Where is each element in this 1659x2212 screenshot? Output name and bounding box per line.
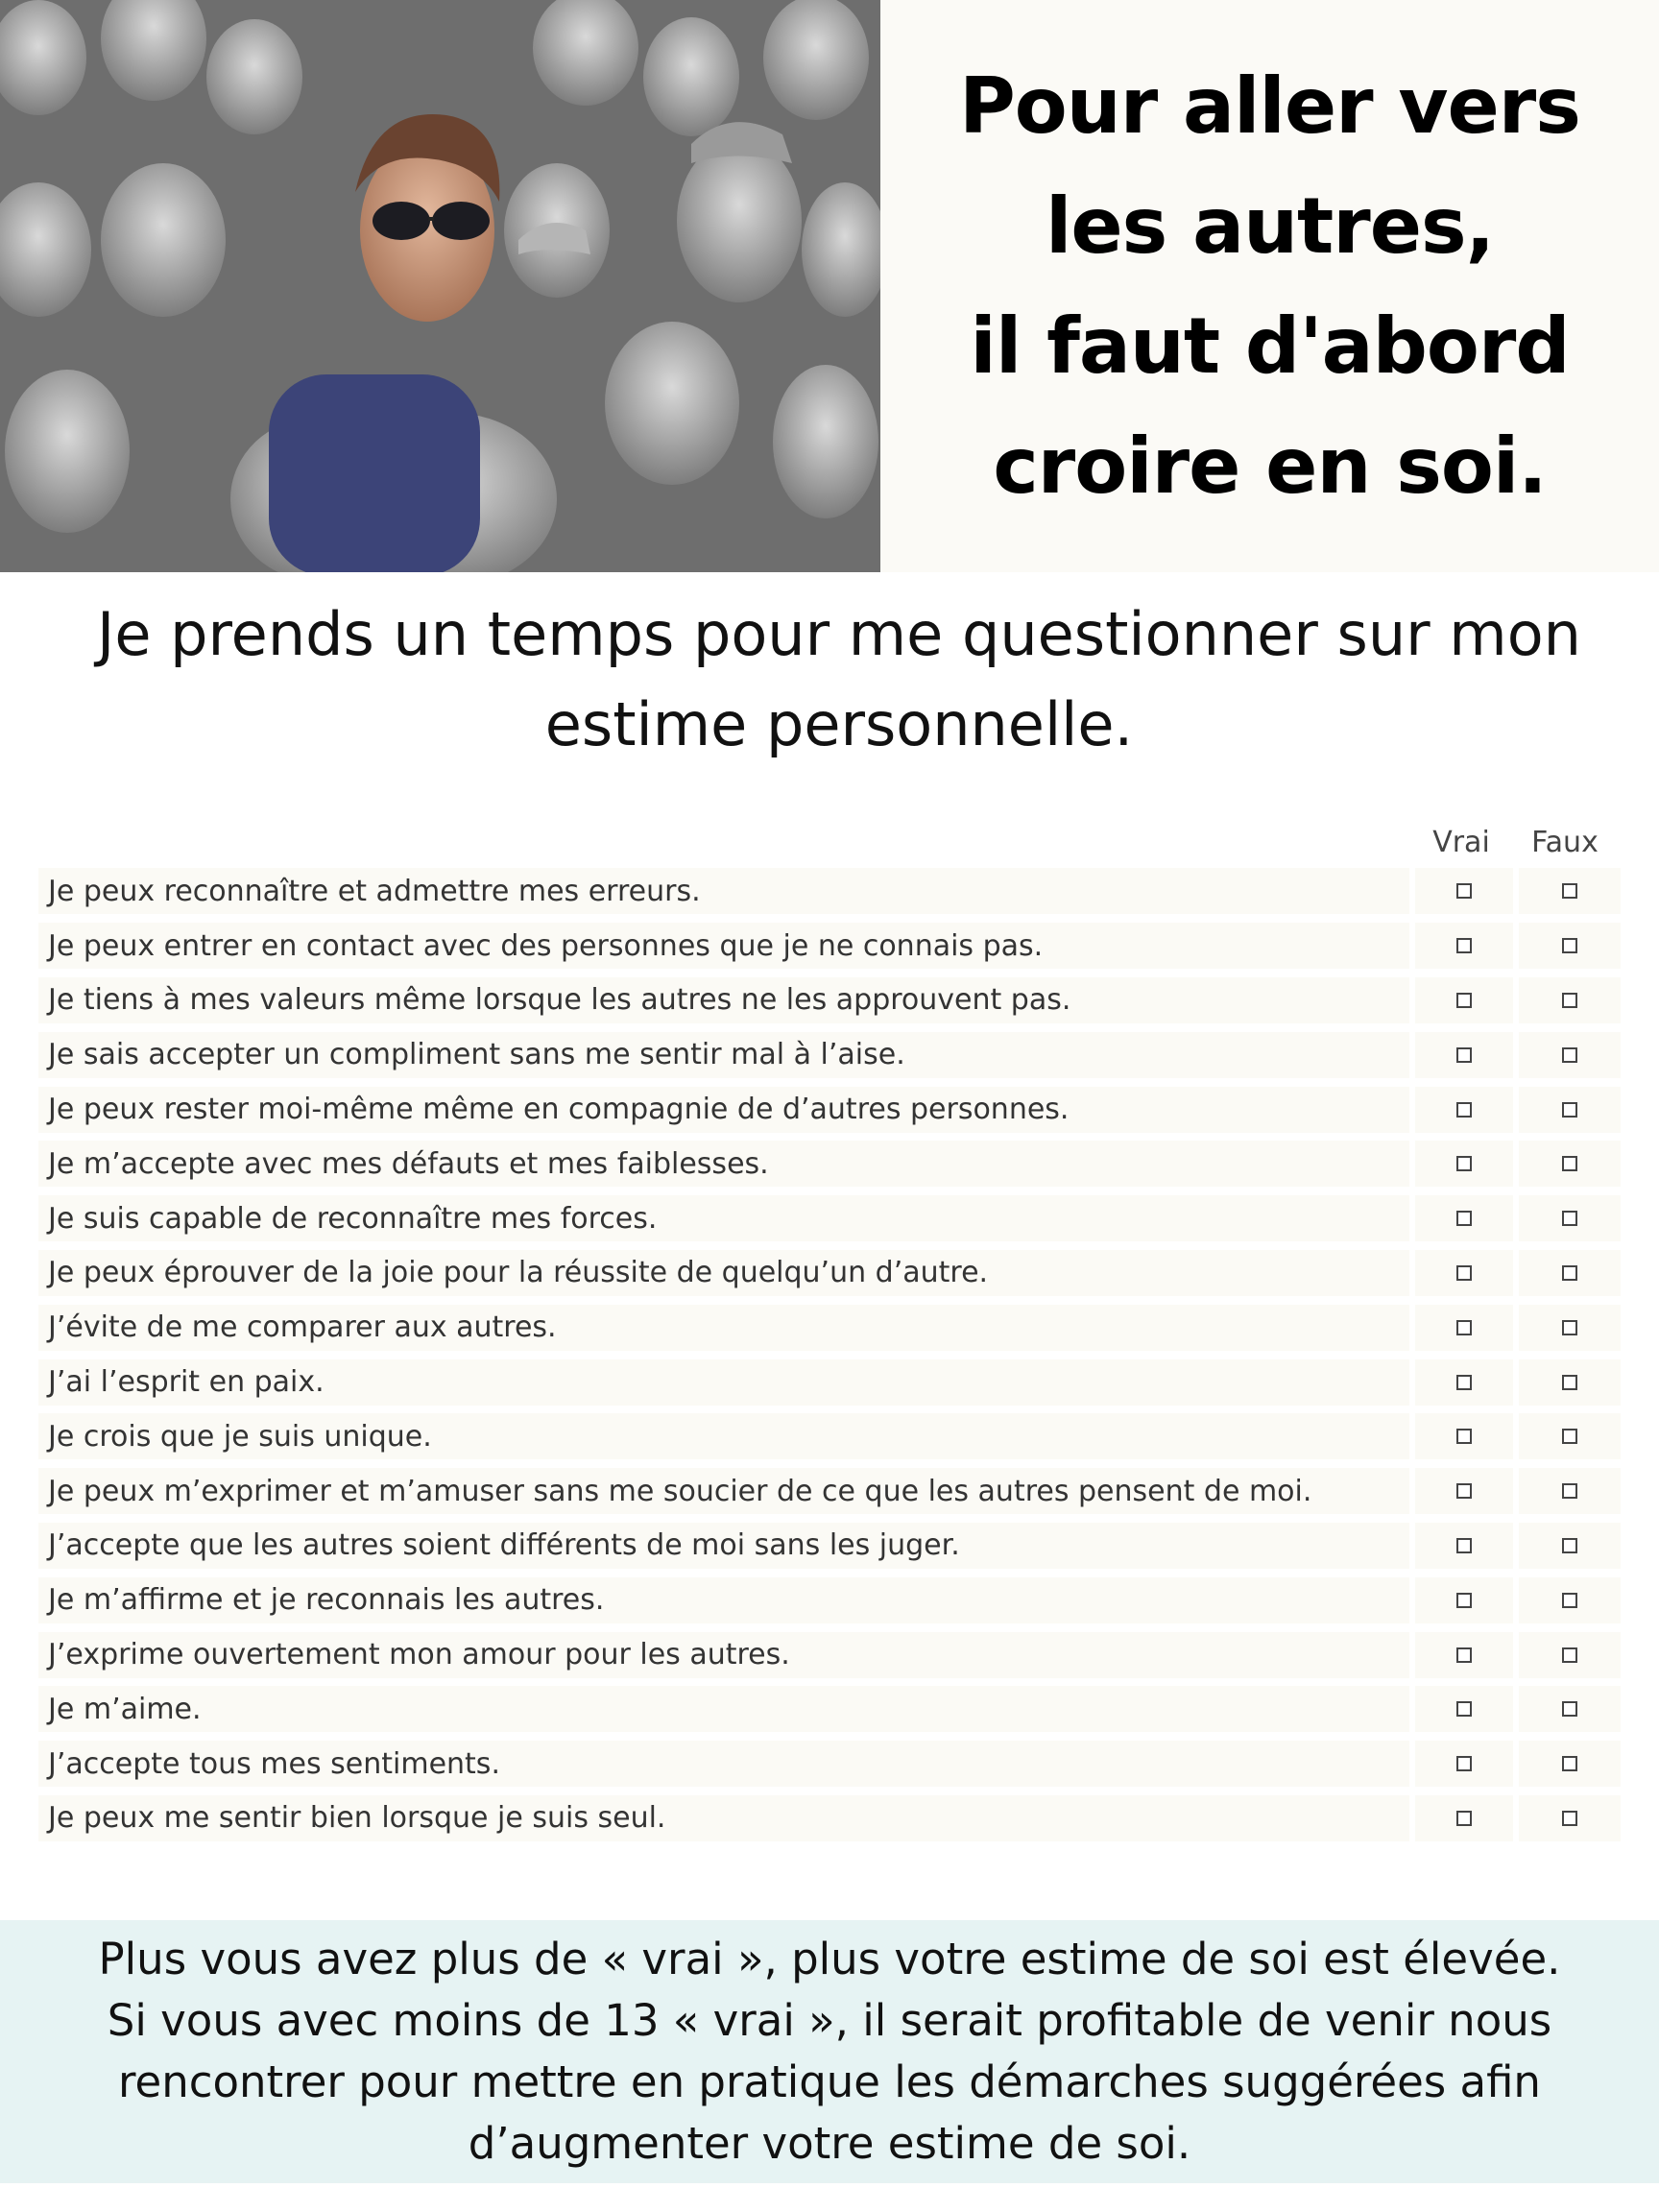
vrai-cell xyxy=(1415,1523,1513,1569)
title-panel xyxy=(880,0,1659,572)
vrai-cell xyxy=(1415,1087,1513,1133)
vrai-checkbox[interactable] xyxy=(1456,1429,1472,1444)
faux-cell xyxy=(1519,1686,1621,1732)
faux-checkbox[interactable] xyxy=(1562,1429,1577,1444)
vrai-checkbox[interactable] xyxy=(1456,1811,1472,1826)
vrai-cell xyxy=(1415,868,1513,914)
checklist-rows xyxy=(38,864,1626,1845)
checklist-row xyxy=(38,1573,1626,1627)
vrai-checkbox[interactable] xyxy=(1456,1156,1472,1171)
vrai-checkbox[interactable] xyxy=(1456,883,1472,899)
question-text: J’accepte que les autres soient différents de moi sans les juger. xyxy=(38,1523,1409,1569)
question-text: Je peux entrer en contact avec des personnes que je ne connais pas. xyxy=(38,923,1409,969)
crowd-photo xyxy=(0,0,880,572)
faux-checkbox[interactable] xyxy=(1562,1593,1577,1608)
vrai-cell xyxy=(1415,1359,1513,1406)
vrai-checkbox[interactable] xyxy=(1456,938,1472,953)
footer-text: Plus vous avez plus de « vrai », plus votre estime de soi est élevée. Si vous avec moins de 13 « vrai », il serait profitable de venir nous rencontrer pour mettre en pratique les démarches suggérées afin d’augmenter votre estime de soi. xyxy=(98,1934,1561,2169)
vrai-checkbox[interactable] xyxy=(1456,1102,1472,1118)
faux-checkbox[interactable] xyxy=(1562,1701,1577,1717)
question-text: Je peux m’exprimer et m’amuser sans me soucier de ce que les autres pensent de moi. xyxy=(38,1468,1409,1514)
page-title xyxy=(905,46,1635,526)
vrai-checkbox[interactable] xyxy=(1456,1701,1472,1717)
faux-cell xyxy=(1519,1632,1621,1678)
checklist-row xyxy=(38,1627,1626,1682)
column-headers xyxy=(38,816,1626,864)
faux-checkbox[interactable] xyxy=(1562,1375,1577,1390)
intro-text: Je prends un temps pour me questionner sur mon estime personnelle. xyxy=(97,599,1581,759)
faux-cell xyxy=(1519,1523,1621,1569)
vrai-cell xyxy=(1415,1305,1513,1351)
vrai-checkbox[interactable] xyxy=(1456,1265,1472,1281)
faux-checkbox[interactable] xyxy=(1562,1483,1577,1499)
question-text: Je sais accepter un compliment sans me sentir mal à l’aise. xyxy=(38,1032,1409,1078)
question-text: Je peux me sentir bien lorsque je suis seul. xyxy=(38,1795,1409,1841)
question-text: Je peux éprouver de la joie pour la réussite de quelqu’un d’autre. xyxy=(38,1250,1409,1296)
faux-cell xyxy=(1519,1032,1621,1078)
faux-cell xyxy=(1519,1087,1621,1133)
question-text: Je m’accepte avec mes défauts et mes faiblesses. xyxy=(38,1141,1409,1187)
faux-checkbox[interactable] xyxy=(1562,883,1577,899)
faux-cell xyxy=(1519,868,1621,914)
checklist-row xyxy=(38,1082,1626,1137)
vrai-cell xyxy=(1415,1141,1513,1187)
footer-note xyxy=(0,1920,1659,2183)
checklist-row xyxy=(38,1191,1626,1246)
faux-cell xyxy=(1519,1468,1621,1514)
question-text: Je peux rester moi-même même en compagnie de d’autres personnes. xyxy=(38,1087,1409,1133)
checklist-row xyxy=(38,1137,1626,1191)
faux-cell xyxy=(1519,1413,1621,1459)
question-text: J’évite de me comparer aux autres. xyxy=(38,1305,1409,1351)
vrai-checkbox[interactable] xyxy=(1456,1047,1472,1063)
vrai-checkbox[interactable] xyxy=(1456,993,1472,1008)
checklist-row xyxy=(38,919,1626,974)
checklist-row xyxy=(38,1682,1626,1737)
self-esteem-checklist xyxy=(38,816,1626,1845)
title-line: Pour aller vers xyxy=(959,61,1580,151)
question-text: J’ai l’esprit en paix. xyxy=(38,1359,1409,1406)
title-line: croire en soi. xyxy=(993,421,1547,511)
vrai-checkbox[interactable] xyxy=(1456,1756,1472,1771)
title-line: il faut d'abord xyxy=(970,301,1570,391)
vrai-checkbox[interactable] xyxy=(1456,1211,1472,1226)
question-text: J’exprime ouvertement mon amour pour les autres. xyxy=(38,1632,1409,1678)
vrai-cell xyxy=(1415,1250,1513,1296)
faux-cell xyxy=(1519,1359,1621,1406)
vrai-cell xyxy=(1415,1032,1513,1078)
question-text: Je peux reconnaître et admettre mes erreurs. xyxy=(38,868,1409,914)
faux-cell xyxy=(1519,1795,1621,1841)
vrai-checkbox[interactable] xyxy=(1456,1593,1472,1608)
question-text: Je tiens à mes valeurs même lorsque les autres ne les approuvent pas. xyxy=(38,977,1409,1023)
header-faux: Faux xyxy=(1531,826,1599,859)
faux-cell xyxy=(1519,1577,1621,1623)
vrai-cell xyxy=(1415,923,1513,969)
vrai-checkbox[interactable] xyxy=(1456,1647,1472,1663)
faux-checkbox[interactable] xyxy=(1562,1320,1577,1335)
faux-checkbox[interactable] xyxy=(1562,1811,1577,1826)
faux-checkbox[interactable] xyxy=(1562,1538,1577,1553)
faux-checkbox[interactable] xyxy=(1562,1265,1577,1281)
faux-cell xyxy=(1519,923,1621,969)
checklist-row xyxy=(38,1791,1626,1846)
faux-checkbox[interactable] xyxy=(1562,1047,1577,1063)
checklist-row xyxy=(38,1737,1626,1791)
vrai-checkbox[interactable] xyxy=(1456,1483,1472,1499)
checklist-row xyxy=(38,1246,1626,1301)
vrai-cell xyxy=(1415,1741,1513,1787)
vrai-checkbox[interactable] xyxy=(1456,1538,1472,1553)
vrai-cell xyxy=(1415,1795,1513,1841)
vrai-cell xyxy=(1415,1686,1513,1732)
faux-checkbox[interactable] xyxy=(1562,1756,1577,1771)
faux-checkbox[interactable] xyxy=(1562,993,1577,1008)
vrai-cell xyxy=(1415,1413,1513,1459)
faux-cell xyxy=(1519,1250,1621,1296)
question-text: Je crois que je suis unique. xyxy=(38,1413,1409,1459)
faux-checkbox[interactable] xyxy=(1562,938,1577,953)
question-text: J’accepte tous mes sentiments. xyxy=(38,1741,1409,1787)
checklist-row xyxy=(38,974,1626,1028)
header-vrai: Vrai xyxy=(1432,826,1490,859)
checklist-row xyxy=(38,1027,1626,1082)
vrai-checkbox[interactable] xyxy=(1456,1375,1472,1390)
vrai-checkbox[interactable] xyxy=(1456,1320,1472,1335)
vrai-cell xyxy=(1415,1468,1513,1514)
faux-checkbox[interactable] xyxy=(1562,1211,1577,1226)
question-text: Je m’aime. xyxy=(38,1686,1409,1732)
faux-checkbox[interactable] xyxy=(1562,1647,1577,1663)
question-text: Je suis capable de reconnaître mes forces. xyxy=(38,1195,1409,1241)
checklist-row xyxy=(38,1300,1626,1355)
vrai-cell xyxy=(1415,1577,1513,1623)
vrai-cell xyxy=(1415,977,1513,1023)
vrai-cell xyxy=(1415,1195,1513,1241)
checklist-row xyxy=(38,1409,1626,1464)
faux-cell xyxy=(1519,977,1621,1023)
hero-photo xyxy=(0,0,880,572)
title-line: les autres, xyxy=(1045,181,1495,271)
faux-cell xyxy=(1519,1141,1621,1187)
faux-checkbox[interactable] xyxy=(1562,1156,1577,1171)
question-text: Je m’affirme et je reconnais les autres. xyxy=(38,1577,1409,1623)
faux-cell xyxy=(1519,1305,1621,1351)
checklist-row xyxy=(38,1519,1626,1574)
faux-checkbox[interactable] xyxy=(1562,1102,1577,1118)
faux-cell xyxy=(1519,1195,1621,1241)
vrai-cell xyxy=(1415,1632,1513,1678)
faux-cell xyxy=(1519,1741,1621,1787)
checklist-row xyxy=(38,1464,1626,1519)
checklist-row xyxy=(38,864,1626,919)
checklist-row xyxy=(38,1355,1626,1409)
